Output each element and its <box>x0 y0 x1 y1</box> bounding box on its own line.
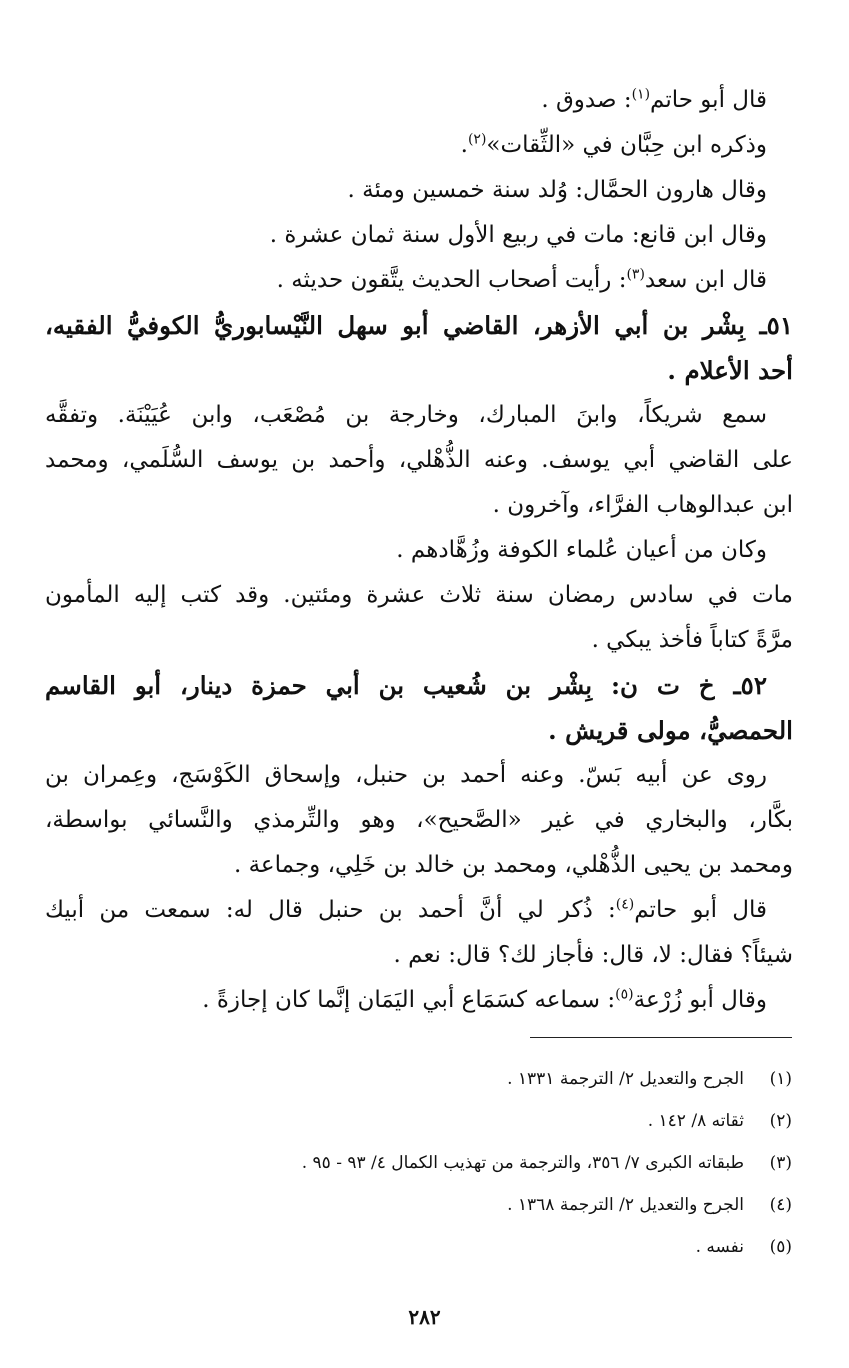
text-line: مات في سادس رمضان سنة ثلاث عشرة ومئتين. وقد كتب إليه المأمون <box>45 582 793 608</box>
text-line: سمع شريكاً، وابنَ المبارك، وخارجة بن مُصْعَب، وابن عُيَيْنَة. وتفقَّه <box>45 402 767 428</box>
footnote-divider <box>530 1037 792 1038</box>
text-line: قال أبو حاتم$^{(١)}$: صدوق . <box>541 86 767 113</box>
footnote-text: طبقاته الكبرى ٧/ ٣٥٦، والترجمة من تهذيب الكمال ٤/ ٩٣ - ٩٥ . <box>301 1153 744 1173</box>
footnote-text: الجرح والتعديل ٢/ الترجمة ١٣٦٨ . <box>507 1195 744 1215</box>
entry-heading-52: ٥٢ـ خ ت ن: بِشْر بن شُعيب بن أبي حمزة دينار، أبو القاسم <box>45 671 767 700</box>
text-line: وقال أبو زُرْعة$^{(٥)}$: سماعه كسَمَاع أبي اليَمَان إنَّما كان إجازةً . <box>202 986 767 1013</box>
text-line: وذكره ابن حِبَّان في «الثِّقات»$^{(٢)}$. <box>460 131 767 158</box>
footnote-item <box>120 1184 792 1226</box>
main-text <box>45 78 793 1023</box>
footnote-number: (٣) <box>769 1153 792 1173</box>
entry-heading-52-cont: الحمصيُّ، مولى قريش . <box>548 716 793 745</box>
entry-heading-51-cont: أحد الأعلام . <box>667 356 793 385</box>
footnote-ref: (٥) <box>615 986 634 1003</box>
footnote-item <box>120 1058 792 1100</box>
footnote-number: (٥) <box>769 1237 792 1257</box>
entry-heading-51: ٥١ـ بِشْر بن أبي الأزهر، القاضي أبو سهل النَّيْسابوريُّ الكوفيُّ الفقيه، <box>45 311 793 340</box>
footnote-ref: (١) <box>631 86 651 103</box>
text-line: قال ابن سعد$^{(٣)}$: رأيت أصحاب الحديث يتَّقون حديثه . <box>276 266 767 293</box>
footnote-number: (٤) <box>769 1195 792 1215</box>
footnote-ref: (٢) <box>467 131 487 148</box>
footnote-item <box>120 1226 792 1268</box>
footnote-number: (٢) <box>769 1111 792 1131</box>
text-line: قال أبو حاتم$^{(٤)}$: ذُكر لي أنَّ أحمد بن حنبل قال له: سمعت من أبيك <box>45 896 767 923</box>
text-line: على القاضي أبي يوسف. وعنه الذُّهْلي، وأحمد بن يوسف السُّلَمي، ومحمد <box>45 447 793 473</box>
text-line: وقال ابن قانع: مات في ربيع الأول سنة ثمان عشرة . <box>269 222 767 248</box>
footnotes <box>120 1058 792 1268</box>
footnote-ref: (٤) <box>615 896 635 913</box>
footnote-number: (١) <box>769 1069 792 1089</box>
text-line: روى عن أبيه بَسّ. وعنه أحمد بن حنبل، وإسحاق الكَوْسَج، وعِمران بن <box>45 762 767 788</box>
text-line: بكَّار، والبخاري في غير «الصَّحيح»، وهو والتِّرمذي والنَّسائي بواسطة، <box>45 807 793 833</box>
page-number: ٢٨٢ <box>408 1305 441 1329</box>
text-line: ابن عبدالوهاب الفرَّاء، وآخرون . <box>492 492 793 518</box>
text-line: وقال هارون الحمَّال: وُلد سنة خمسين ومئة . <box>347 177 767 203</box>
footnote-ref: (٣) <box>626 266 645 283</box>
footnote-text: ثقاته ٨/ ١٤٢ . <box>647 1111 744 1131</box>
footnote-item <box>120 1100 792 1142</box>
footnote-text: نفسه . <box>695 1237 744 1257</box>
footnote-item <box>120 1142 792 1184</box>
text-line: شيئاً؟ فقال: لا، قال: فأجاز لك؟ قال: نعم . <box>393 942 793 968</box>
text-line: ومحمد بن يحيى الذُّهْلي، ومحمد بن خالد بن خَلِي، وجماعة . <box>233 852 793 878</box>
footnote-text: الجرح والتعديل ٢/ الترجمة ١٣٣١ . <box>507 1069 744 1089</box>
text-line: مرَّةً كتاباً فأخذ يبكي . <box>591 627 793 653</box>
text-line: وكان من أعيان عُلماء الكوفة وزُهَّادهم . <box>396 537 767 563</box>
